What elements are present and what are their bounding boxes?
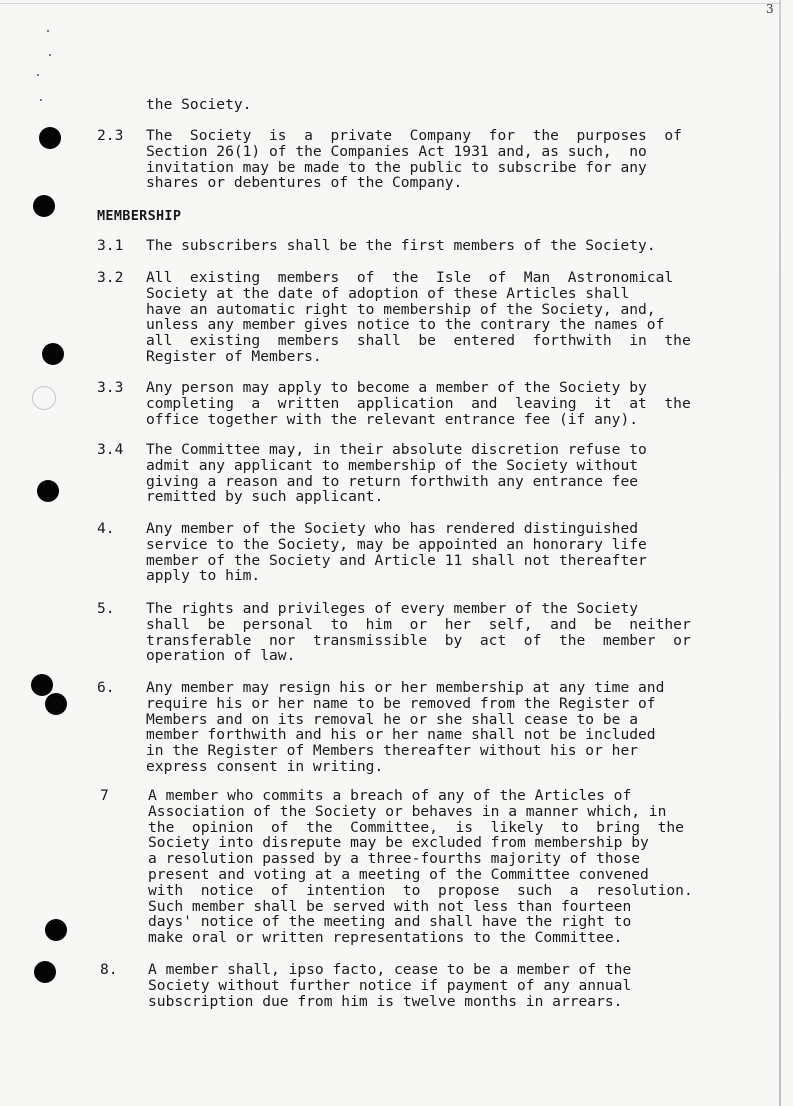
clause-text-line: service to the Society, may be appointed an honorary life <box>146 535 647 553</box>
clause-number: 3.2 <box>97 269 124 286</box>
clause-text-line: shares or debentures of the Company. <box>146 174 463 192</box>
clause-number: 3.1 <box>97 237 124 254</box>
clause-text-line: member of the Society and Article 11 shall not thereafter <box>146 551 647 569</box>
clause-text-line: The subscribers shall be the first members of the Society. <box>146 237 656 254</box>
clause-text-line: Any person may apply to become a member of the Society by <box>146 379 647 396</box>
clause-text-line: All existing members of the Isle of Man Astronomical <box>146 269 674 286</box>
clause-text-line: invitation may be made to the public to subscribe for any <box>146 158 647 176</box>
clause-text-line: days' notice of the meeting and shall have the right to <box>148 913 632 931</box>
clause-text-line: Society without further notice if payment of any annual <box>148 976 632 994</box>
punch-hole <box>39 127 61 149</box>
punch-hole <box>34 961 56 983</box>
punch-hole <box>42 343 64 365</box>
clause-text-line: apply to him. <box>146 567 261 585</box>
clause-text-line: Any member may resign his or her membership at any time and <box>146 679 665 696</box>
punch-hole <box>37 480 59 502</box>
clause-text-line: all existing members shall be entered forthwith in the <box>146 332 691 350</box>
clause-text-line: A member who commits a breach of any of the Articles of <box>148 787 632 804</box>
page-right-edge <box>779 0 781 1106</box>
clause-text-line: express consent in writing. <box>146 758 384 775</box>
page-top-edge <box>0 3 780 4</box>
punch-hole <box>33 195 55 217</box>
clause-text-line: make oral or written representations to the Committee. <box>148 929 623 947</box>
intro-line: the Society. <box>146 96 252 113</box>
scan-speck <box>40 99 42 101</box>
clause-text-line: giving a reason and to return forthwith any entrance fee <box>146 472 639 490</box>
clause-text-line: operation of law. <box>146 647 296 665</box>
clause-text-line: admit any applicant to membership of the Society without <box>146 456 639 474</box>
clause-text-line: Section 26(1) of the Companies Act 1931 and, as such, no <box>146 142 647 160</box>
clause-number: 6. <box>97 679 115 696</box>
clause-text-line: office together with the relevant entrance fee (if any). <box>146 410 639 428</box>
scan-speck <box>37 74 39 76</box>
clause-text-line: subscription due from him is twelve months in arrears. <box>148 992 623 1010</box>
clause-text-line: with notice of intention to propose such a resolution. <box>148 881 693 899</box>
clause-text-line: Society at the date of adoption of these Articles shall <box>146 284 630 302</box>
clause-text-line: completing a written application and leaving it at the <box>146 394 691 412</box>
clause-text-line: Members and on its removal he or she shall cease to be a <box>146 710 639 728</box>
clause-text-line: A member shall, ipso facto, cease to be a member of the <box>148 961 632 978</box>
clause-text-line: The Committee may, in their absolute discretion refuse to <box>146 441 647 458</box>
punch-hole <box>45 693 67 715</box>
page-number: 3 <box>766 2 774 16</box>
clause-text-line: Such member shall be served with not less than fourteen <box>148 897 632 915</box>
punch-hole <box>45 919 67 941</box>
clause-number: 2.3 <box>97 127 124 144</box>
clause-number: 7 <box>100 787 109 804</box>
clause-text-line: present and voting at a meeting of the Committee convened <box>148 866 649 883</box>
punch-hole <box>31 674 53 696</box>
clause-text-line: shall be personal to him or her self, and be neither <box>146 615 691 633</box>
clause-text-line: require his or her name to be removed from the Register of <box>146 694 656 712</box>
clause-text-line: remitted by such applicant. <box>146 488 384 506</box>
clause-number: 8. <box>100 961 118 978</box>
clause-text-line: a resolution passed by a three-fourths majority of those <box>148 850 641 868</box>
clause-text-line: unless any member gives notice to the contrary the names of <box>146 316 665 334</box>
clause-text-line: member forthwith and his or her name shall not be included <box>146 726 656 744</box>
clause-number: 4. <box>97 520 115 537</box>
clause-number: 3.4 <box>97 441 124 458</box>
clause-text-line: The rights and privileges of every member of the Society <box>146 600 639 617</box>
clause-text-line: the opinion of the Committee, is likely to bring the <box>148 818 684 836</box>
clause-number: 3.3 <box>97 379 124 396</box>
scan-speck <box>47 30 49 32</box>
clause-number: 5. <box>97 600 115 617</box>
clause-text-line: Society into disrepute may be excluded from membership by <box>148 834 649 852</box>
clause-text-line: have an automatic right to membership of the Society, and, <box>146 300 656 318</box>
scan-speck <box>49 54 51 56</box>
clause-text-line: transferable nor transmissible by act of the member or <box>146 631 691 649</box>
clause-text-line: The Society is a private Company for the purposes of <box>146 127 682 144</box>
clause-text-line: Register of Members. <box>146 348 322 365</box>
clause-text-line: Association of the Society or behaves in a manner which, in <box>148 802 667 820</box>
punch-hole <box>32 386 56 410</box>
clause-text-line: Any member of the Society who has rendered distinguished <box>146 520 639 537</box>
section-heading: MEMBERSHIP <box>97 208 182 224</box>
clause-text-line: in the Register of Members thereafter without his or her <box>146 742 639 760</box>
